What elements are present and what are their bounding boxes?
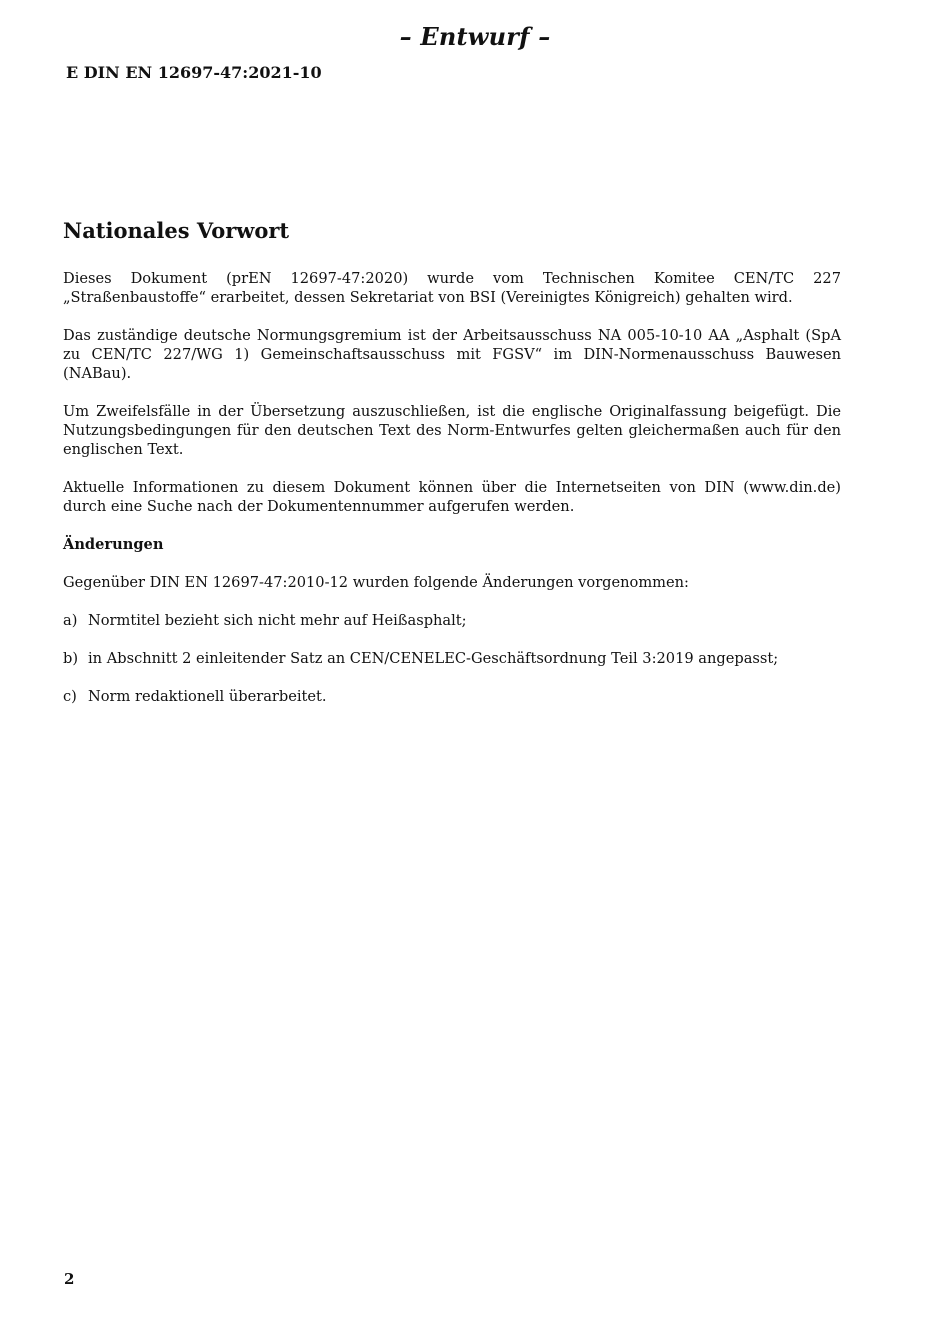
list-item [63,649,841,668]
changes-heading: Änderungen [63,536,164,553]
list-item [63,687,841,706]
changes-intro: Gegenüber DIN EN 12697-47:2010-12 wurden folgende Änderungen vorgenommen: [63,574,689,591]
paragraph-3: Um Zweifelsfälle in der Übersetzung auszuschließen, ist die englische Originalfassung beigefügt. Die Nutzungsbedingungen für den deutschen Text des Norm-Entwurfes gelten gleichermaßen auch für den englischen Text. [63,403,841,458]
paragraph-4: Aktuelle Informationen zu diesem Dokument können über die Internetseiten von DIN (www.din.de) durch eine Suche nach der Dokumentennummer aufgerufen werden. [63,479,841,515]
list-item [63,611,841,630]
list-marker: b) [63,650,79,667]
document-id: E DIN EN 12697-47:2021-10 [66,63,322,82]
list-marker: a) [63,612,78,629]
paragraph-1: Dieses Dokument (prEN 12697-47:2020) wurde vom Technischen Komitee CEN/TC 227 „Straßenbaustoffe“ erarbeitet, dessen Sekretariat von BSI (Vereinigtes Königreich) gehalten wird. [63,270,841,306]
list-text: Norm redaktionell überarbeitet. [88,688,327,705]
section-title: Nationales Vorwort [63,218,290,243]
list-marker: c) [63,688,77,705]
document-body [63,216,841,725]
page-number: 2 [64,1270,75,1288]
list-text: in Abschnitt 2 einleitender Satz an CEN/CENELEC-Geschäftsordnung Teil 3:2019 angepasst; [88,650,779,667]
paragraph-2: Das zuständige deutsche Normungsgremium ist der Arbeitsausschuss NA 005-10-10 AA „Asphalt (SpA zu CEN/TC 227/WG 1) Gemeinschaftsausschuss mit FGSV“ im DIN-Normenausschuss Bauwesen (NABau). [63,327,841,382]
list-text: Normtitel bezieht sich nicht mehr auf Heißasphalt; [88,612,467,629]
draft-banner: – Entwurf – [399,22,551,51]
